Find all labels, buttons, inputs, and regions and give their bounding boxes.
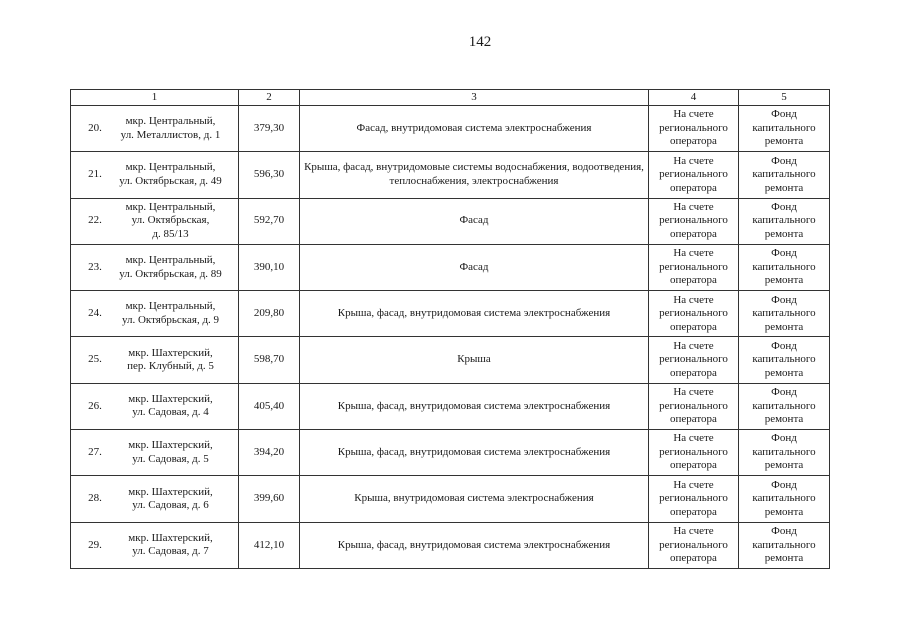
- account-type: [649, 522, 739, 568]
- address-line: мкр. Центральный,: [125, 300, 216, 313]
- area-value: 405,40: [239, 383, 300, 429]
- account-type-line: регионального: [659, 214, 728, 227]
- row-number: 20.: [88, 121, 102, 134]
- area-value: 379,30: [239, 106, 300, 152]
- account-type-line: оператора: [670, 413, 717, 426]
- row-number: 25.: [88, 353, 102, 366]
- table-body: [71, 106, 830, 569]
- address-cell: [71, 383, 239, 429]
- address-line: мкр. Шахтерский,: [128, 392, 213, 405]
- table-row: [71, 430, 830, 476]
- account-type: [649, 106, 739, 152]
- header-row: [71, 90, 830, 106]
- funding-source-line: ремонта: [764, 459, 804, 472]
- address-line: мкр. Центральный,: [125, 161, 216, 174]
- address-cell: [71, 152, 239, 198]
- row-number: 26.: [88, 399, 102, 412]
- account-type-line: регионального: [659, 538, 728, 551]
- address-line: ул. Октябрьская,: [131, 214, 210, 227]
- column-header: 2: [239, 90, 300, 106]
- account-type-line: регионального: [659, 168, 728, 181]
- building-address: [110, 393, 235, 420]
- address-line: мкр. Центральный,: [125, 115, 216, 128]
- building-address: [110, 254, 235, 281]
- account-type-line: оператора: [670, 459, 717, 472]
- row-number: 24.: [88, 307, 102, 320]
- funding-source-line: ремонта: [764, 227, 804, 240]
- works-description: Крыша, фасад, внутридомовая система электроснабжения: [300, 383, 649, 429]
- funding-source-line: капитального: [752, 538, 816, 551]
- row-number: 22.: [88, 214, 102, 227]
- row-number: 23.: [88, 260, 102, 273]
- funding-source-line: Фонд: [771, 386, 797, 399]
- funding-source: [739, 337, 830, 383]
- funding-source-line: Фонд: [771, 478, 797, 491]
- address-line: ул. Октябрьская, д. 89: [119, 267, 222, 280]
- area-value: 394,20: [239, 430, 300, 476]
- funding-source-line: ремонта: [764, 320, 804, 333]
- account-type-line: оператора: [670, 320, 717, 333]
- funding-source-line: ремонта: [764, 274, 804, 287]
- account-type: [649, 430, 739, 476]
- account-type: [649, 383, 739, 429]
- funding-source-line: капитального: [752, 492, 816, 505]
- building-address: [110, 532, 235, 559]
- address-line: мкр. Шахтерский,: [128, 346, 213, 359]
- building-address: [110, 161, 235, 188]
- account-type: [649, 244, 739, 290]
- address-line: ул. Октябрьская, д. 9: [121, 313, 220, 326]
- funding-source: [739, 198, 830, 244]
- row-number: 29.: [88, 538, 102, 551]
- account-type-line: оператора: [670, 552, 717, 565]
- account-type-line: регионального: [659, 307, 728, 320]
- account-type-line: оператора: [670, 181, 717, 194]
- funding-source-line: капитального: [752, 168, 816, 181]
- building-address: [110, 115, 235, 142]
- funding-source-line: капитального: [752, 445, 816, 458]
- account-type: [649, 476, 739, 522]
- address-line: мкр. Шахтерский,: [128, 485, 213, 498]
- building-address: [110, 201, 235, 242]
- funding-source-line: капитального: [752, 353, 816, 366]
- works-description: Крыша: [300, 337, 649, 383]
- column-header: 3: [300, 90, 649, 106]
- address-cell: [71, 244, 239, 290]
- address-line: мкр. Центральный,: [125, 200, 216, 213]
- account-type-line: На счете: [673, 339, 714, 352]
- address-line: ул. Металлистов, д. 1: [120, 128, 221, 141]
- account-type-line: оператора: [670, 227, 717, 240]
- account-type-line: На счете: [673, 525, 714, 538]
- works-description: Крыша, фасад, внутридомовая система электроснабжения: [300, 522, 649, 568]
- area-value: 412,10: [239, 522, 300, 568]
- funding-source-line: ремонта: [764, 135, 804, 148]
- account-type-line: регионального: [659, 353, 728, 366]
- table-row: [71, 152, 830, 198]
- address-cell: [71, 106, 239, 152]
- funding-source-line: ремонта: [764, 366, 804, 379]
- row-number: 28.: [88, 492, 102, 505]
- works-description: Фасад, внутридомовая система электроснабжения: [300, 106, 649, 152]
- account-type-line: На счете: [673, 386, 714, 399]
- account-type-line: На счете: [673, 200, 714, 213]
- funding-source-line: Фонд: [771, 339, 797, 352]
- address-line: мкр. Центральный,: [125, 254, 216, 267]
- funding-source-line: Фонд: [771, 293, 797, 306]
- funding-source-line: Фонд: [771, 154, 797, 167]
- column-header: 5: [739, 90, 830, 106]
- works-description: Крыша, фасад, внутридомовые системы водоснабжения, водоотведения, теплоснабжения, электроснабжения: [300, 152, 649, 198]
- address-line: ул. Садовая, д. 5: [132, 452, 209, 465]
- row-number: 27.: [88, 445, 102, 458]
- funding-source-line: ремонта: [764, 552, 804, 565]
- funding-source-line: капитального: [752, 214, 816, 227]
- funding-source-line: Фонд: [771, 247, 797, 260]
- works-description: Крыша, фасад, внутридомовая система электроснабжения: [300, 291, 649, 337]
- area-value: 390,10: [239, 244, 300, 290]
- funding-source-line: капитального: [752, 399, 816, 412]
- account-type: [649, 291, 739, 337]
- account-type-line: оператора: [670, 135, 717, 148]
- address-cell: [71, 198, 239, 244]
- area-value: 209,80: [239, 291, 300, 337]
- account-type-line: оператора: [670, 274, 717, 287]
- funding-source-line: Фонд: [771, 432, 797, 445]
- funding-source-line: Фонд: [771, 108, 797, 121]
- address-line: ул. Садовая, д. 4: [132, 406, 209, 419]
- funding-source: [739, 291, 830, 337]
- table-row: [71, 291, 830, 337]
- funding-source-line: капитального: [752, 260, 816, 273]
- table-row: [71, 522, 830, 568]
- area-value: 399,60: [239, 476, 300, 522]
- address-line: ул. Садовая, д. 6: [132, 499, 209, 512]
- address-line: ул. Октябрьская, д. 49: [119, 174, 222, 187]
- area-value: 596,30: [239, 152, 300, 198]
- account-type-line: оператора: [670, 366, 717, 379]
- account-type: [649, 198, 739, 244]
- works-description: Фасад: [300, 198, 649, 244]
- area-value: 598,70: [239, 337, 300, 383]
- funding-source: [739, 476, 830, 522]
- account-type-line: На счете: [673, 247, 714, 260]
- account-type-line: На счете: [673, 478, 714, 491]
- funding-source-line: Фонд: [771, 200, 797, 213]
- address-cell: [71, 430, 239, 476]
- funding-source-line: Фонд: [771, 525, 797, 538]
- page-number: 142: [468, 34, 492, 50]
- table-row: [71, 198, 830, 244]
- address-line: пер. Клубный, д. 5: [127, 360, 214, 373]
- table-row: [71, 476, 830, 522]
- funding-source: [739, 106, 830, 152]
- funding-source-line: ремонта: [764, 413, 804, 426]
- funding-source: [739, 152, 830, 198]
- funding-source-line: капитального: [752, 307, 816, 320]
- address-cell: [71, 476, 239, 522]
- account-type-line: регионального: [659, 121, 728, 134]
- row-number: 21.: [88, 168, 102, 181]
- account-type: [649, 152, 739, 198]
- account-type-line: На счете: [673, 293, 714, 306]
- column-header: 4: [649, 90, 739, 106]
- address-cell: [71, 291, 239, 337]
- address-line: мкр. Шахтерский,: [128, 531, 213, 544]
- account-type-line: регионального: [659, 260, 728, 273]
- address-cell: [71, 522, 239, 568]
- funding-source: [739, 244, 830, 290]
- funding-source-line: капитального: [752, 121, 816, 134]
- repair-schedule-table: [70, 89, 830, 569]
- building-address: [110, 486, 235, 513]
- account-type-line: регионального: [659, 399, 728, 412]
- building-address: [110, 439, 235, 466]
- account-type-line: регионального: [659, 445, 728, 458]
- building-address: [110, 300, 235, 327]
- account-type-line: На счете: [673, 432, 714, 445]
- table-row: [71, 337, 830, 383]
- account-type-line: На счете: [673, 154, 714, 167]
- building-address: [110, 347, 235, 374]
- works-description: Крыша, фасад, внутридомовая система электроснабжения: [300, 430, 649, 476]
- address-line: мкр. Шахтерский,: [128, 439, 213, 452]
- account-type-line: На счете: [673, 108, 714, 121]
- account-type-line: оператора: [670, 505, 717, 518]
- funding-source-line: ремонта: [764, 181, 804, 194]
- table-row: [71, 106, 830, 152]
- table-row: [71, 244, 830, 290]
- funding-source: [739, 430, 830, 476]
- table-row: [71, 383, 830, 429]
- area-value: 592,70: [239, 198, 300, 244]
- works-description: Фасад: [300, 244, 649, 290]
- works-description: Крыша, внутридомовая система электроснабжения: [300, 476, 649, 522]
- funding-source: [739, 383, 830, 429]
- address-line: д. 85/13: [152, 227, 189, 240]
- address-cell: [71, 337, 239, 383]
- address-line: ул. Садовая, д. 7: [132, 545, 209, 558]
- funding-source-line: ремонта: [764, 505, 804, 518]
- account-type-line: регионального: [659, 492, 728, 505]
- column-header: 1: [71, 90, 239, 106]
- funding-source: [739, 522, 830, 568]
- account-type: [649, 337, 739, 383]
